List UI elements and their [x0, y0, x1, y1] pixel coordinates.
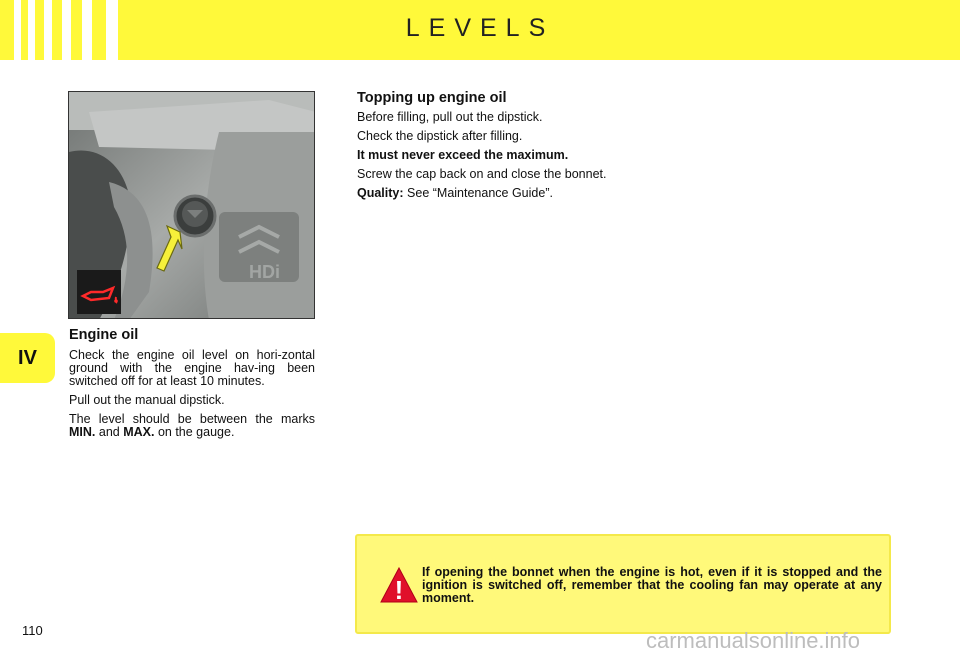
- engine-oil-para-3: [69, 413, 315, 439]
- engine-oil-para-3-start: The level should be between the marks: [69, 412, 315, 426]
- chapter-tab: [0, 333, 55, 383]
- engine-oil-para-3-end: on the gauge.: [157, 425, 235, 439]
- warning-glyph: !: [394, 575, 404, 604]
- warning-text: If opening the bonnet when the engine is hot, even if it is stopped and the ignition is switched off, remember that the cooling fan may operate at any moment.: [422, 565, 882, 605]
- chapter-label: IV: [18, 347, 37, 369]
- svg-text:HDi: HDi: [249, 262, 280, 282]
- topping-up-line-2: Check the dipstick after filling.: [357, 129, 523, 143]
- engine-oil-section: [69, 327, 315, 439]
- page-title: LEVELS: [405, 14, 555, 42]
- quality-label: Quality:: [357, 186, 404, 200]
- watermark: carmanualsonline.info: [646, 628, 861, 653]
- engine-oil-para-2: Pull out the manual dipstick.: [69, 393, 225, 407]
- quality-text: See “Maintenance Guide”.: [407, 186, 553, 200]
- quality-line: [357, 187, 777, 200]
- topping-up-line-4: Screw the cap back on and close the bonnet.: [357, 167, 607, 181]
- warning-triangle-icon: [379, 566, 419, 604]
- topping-up-line-3: It must never exceed the maximum.: [357, 148, 569, 162]
- page-number: 110: [22, 623, 43, 638]
- header-band: [0, 0, 960, 60]
- topping-up-heading: Topping up engine oil: [357, 90, 507, 106]
- warning-box: [355, 534, 891, 634]
- topping-up-line-1: Before filling, pull out the dipstick.: [357, 110, 543, 124]
- min-mark: MIN.: [69, 425, 96, 439]
- engine-oil-para-1: Check the engine oil level on hori-zontal ground with the engine hav-ing been switched off for at least 10 minutes.: [69, 348, 315, 388]
- engine-oil-heading: Engine oil: [69, 327, 139, 343]
- engine-photo: [68, 91, 315, 319]
- max-mark: MAX.: [123, 425, 155, 439]
- engine-illustration: [69, 92, 315, 319]
- engine-oil-para-3-and: and: [98, 425, 120, 439]
- topping-up-section: [357, 90, 777, 200]
